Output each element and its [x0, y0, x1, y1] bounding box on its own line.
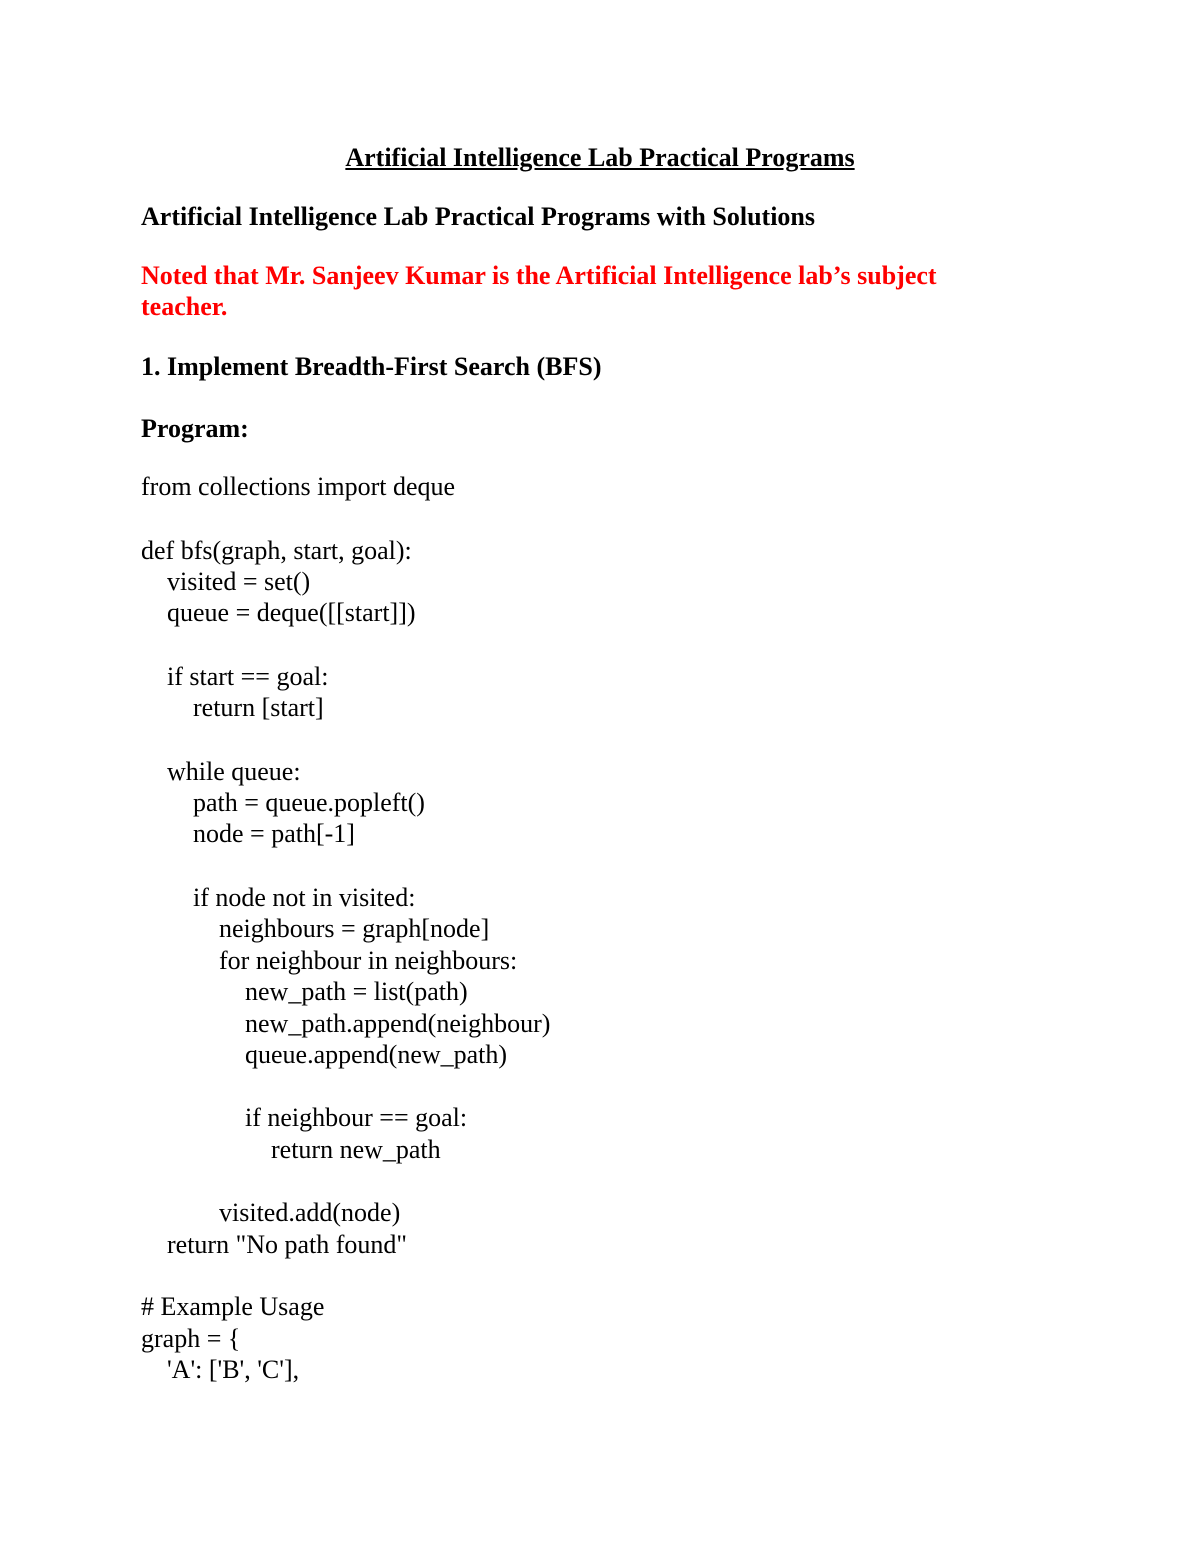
code-line: while queue: [141, 757, 301, 786]
section-heading: 1. Implement Breadth-First Search (BFS) [141, 352, 602, 381]
code-line: from collections import deque [141, 472, 456, 501]
code-line: def bfs(graph, start, goal): [141, 536, 412, 565]
document-title: Artificial Intelligence Lab Practical Programs [345, 143, 855, 172]
code-line: return "No path found" [141, 1230, 408, 1259]
document-subtitle: Artificial Intelligence Lab Practical Programs with Solutions [141, 202, 815, 231]
code-line: node = path[-1] [141, 819, 355, 848]
code-line: visited = set() [141, 567, 311, 596]
code-line: if node not in visited: [141, 883, 416, 912]
code-line: new_path.append(neighbour) [141, 1009, 551, 1038]
code-line: if start == goal: [141, 662, 329, 691]
code-line: return new_path [141, 1135, 441, 1164]
program-label: Program: [141, 414, 249, 443]
code-line: queue.append(new_path) [141, 1040, 508, 1069]
code-line: new_path = list(path) [141, 977, 468, 1006]
code-line: return [start] [141, 693, 324, 722]
teacher-note: Noted that Mr. Sanjeev Kumar is the Artificial Intelligence lab’s subject teacher. [141, 261, 937, 321]
code-line: path = queue.popleft() [141, 788, 425, 817]
code-line: graph = { [141, 1324, 241, 1353]
code-line: # Example Usage [141, 1292, 325, 1321]
code-line: visited.add(node) [141, 1198, 401, 1227]
code-line: 'A': ['B', 'C'], [141, 1355, 300, 1384]
code-line: neighbours = graph[node] [141, 914, 490, 943]
code-line: for neighbour in neighbours: [141, 946, 518, 975]
code-line: if neighbour == goal: [141, 1103, 468, 1132]
code-line: queue = deque([[start]]) [141, 598, 416, 627]
